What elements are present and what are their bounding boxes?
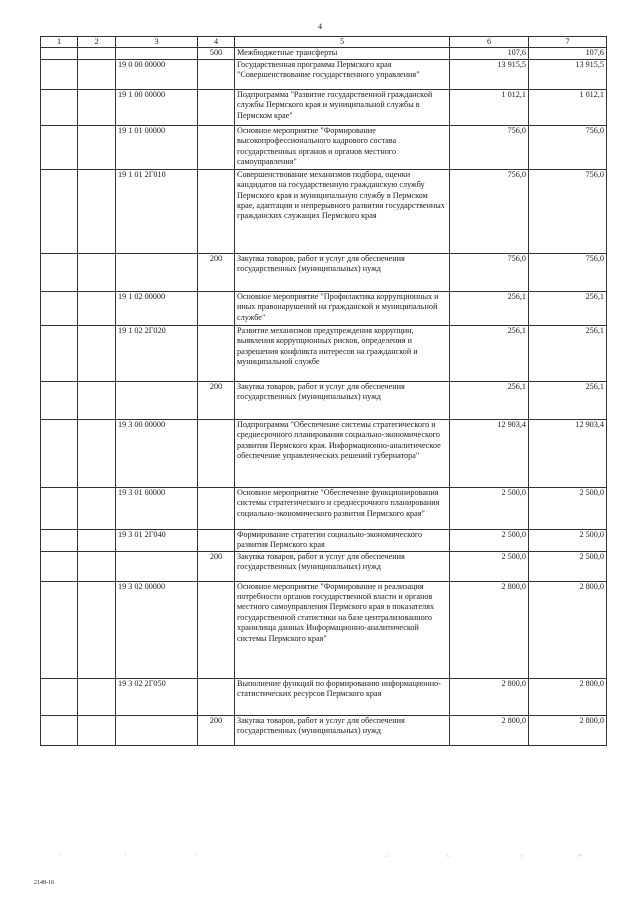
cell-col-7: 2 500,0 — [529, 487, 607, 529]
cell-col-6: 756,0 — [450, 125, 529, 169]
cell-col-4 — [198, 291, 235, 325]
cell-col-4: 200 — [198, 381, 235, 419]
cell-col-1 — [41, 253, 78, 291]
cell-col-5: Межбюджетные трансферты — [235, 48, 450, 59]
cell-col-6: 13 915,5 — [450, 59, 529, 89]
cell-col-6: 2 800,0 — [450, 678, 529, 715]
cell-col-7: 2 800,0 — [529, 715, 607, 745]
cell-col-3: 19 1 02 00000 — [116, 291, 198, 325]
cell-col-1 — [41, 419, 78, 487]
cell-col-3 — [116, 48, 198, 59]
table-row — [41, 169, 607, 253]
cell-col-6: 2 500,0 — [450, 487, 529, 529]
cell-col-7: 12 903,4 — [529, 419, 607, 487]
cell-col-6: 256,1 — [450, 381, 529, 419]
cell-col-1 — [41, 89, 78, 125]
header-col-4: 4 — [198, 37, 235, 48]
cell-col-3: 19 3 01 00000 — [116, 487, 198, 529]
cell-col-5: Подпрограмма "Развитие государственной гражданской службы Пермского края и муниципальной службы в Пермском крае" — [235, 89, 450, 125]
scan-mark: ' — [125, 855, 126, 860]
cell-col-1 — [41, 125, 78, 169]
cell-col-3: 19 1 00 00000 — [116, 89, 198, 125]
cell-col-1 — [41, 551, 78, 581]
cell-col-3: 19 1 01 2Г010 — [116, 169, 198, 253]
table-row — [41, 89, 607, 125]
cell-col-1 — [41, 291, 78, 325]
cell-col-2 — [78, 125, 116, 169]
header-col-1: 1 — [41, 37, 78, 48]
cell-col-4 — [198, 169, 235, 253]
cell-col-2 — [78, 678, 116, 715]
cell-col-7: 756,0 — [529, 125, 607, 169]
table-row — [41, 325, 607, 381]
cell-col-2 — [78, 253, 116, 291]
table-row — [41, 48, 607, 59]
cell-col-5: Основное мероприятие "Формирование высокопрофессионального кадрового состава государственных органов и органов местного самоуправления" — [235, 125, 450, 169]
cell-col-7: 256,1 — [529, 325, 607, 381]
cell-col-3: 19 3 00 00000 — [116, 419, 198, 487]
table-row — [41, 291, 607, 325]
scan-mark: ' — [60, 855, 61, 860]
cell-col-4 — [198, 581, 235, 678]
cell-col-2 — [78, 487, 116, 529]
cell-col-1 — [41, 715, 78, 745]
cell-col-2 — [78, 551, 116, 581]
cell-col-2 — [78, 381, 116, 419]
cell-col-5: Закупка товаров, работ и услуг для обеспечения государственных (муниципальных) нужд — [235, 253, 450, 291]
cell-col-6: 2 500,0 — [450, 551, 529, 581]
cell-col-7: 756,0 — [529, 169, 607, 253]
cell-col-3: 19 3 02 2Г050 — [116, 678, 198, 715]
cell-col-6: 2 500,0 — [450, 529, 529, 551]
cell-col-5: Основное мероприятие "Формирование и реализация потребности органов государственной власти и органов местного самоуправления Пермского края в показателях государственной статистики на базе централизованного хранилища данных Информационно-аналитической системы Пермского края" — [235, 581, 450, 678]
scan-mark: '·' — [520, 855, 524, 860]
cell-col-1 — [41, 487, 78, 529]
cell-col-5: Развитие механизмов предупреждения коррупции, выявления коррупционных рисков, определения и разрешения конфликта интересов на гражданской и муниципальной службе — [235, 325, 450, 381]
cell-col-7: 756,0 — [529, 253, 607, 291]
cell-col-4 — [198, 419, 235, 487]
cell-col-6: 756,0 — [450, 169, 529, 253]
cell-col-2 — [78, 325, 116, 381]
cell-col-5: Формирование стратегии социально-экономического развития Пермского края — [235, 529, 450, 551]
cell-col-4 — [198, 529, 235, 551]
scan-mark: ·''' — [577, 855, 582, 860]
scan-mark: ' — [196, 855, 197, 860]
cell-col-7: 2 800,0 — [529, 581, 607, 678]
cell-col-4: 200 — [198, 253, 235, 291]
cell-col-4 — [198, 89, 235, 125]
cell-col-5: Основное мероприятие "Профилактика коррупционных и иных правонарушений на гражданской и муниципальной службе" — [235, 291, 450, 325]
cell-col-6: 1 012,1 — [450, 89, 529, 125]
table-row — [41, 253, 607, 291]
document-code: 2148-16 — [34, 880, 54, 886]
cell-col-5: Совершенствование механизмов подбора, оценки кандидатов на государственную гражданскую службу Пермского края и муниципальную службу в Пермском крае, адаптации и непрерывного развития государственных гражданских служащих Пермского края — [235, 169, 450, 253]
cell-col-1 — [41, 325, 78, 381]
cell-col-5: Государственная программа Пермского края "Совершенствование государственного управления" — [235, 59, 450, 89]
cell-col-3 — [116, 381, 198, 419]
cell-col-2 — [78, 291, 116, 325]
cell-col-4: 500 — [198, 48, 235, 59]
table-row — [41, 487, 607, 529]
page-number: 4 — [318, 22, 322, 31]
header-col-2: 2 — [78, 37, 116, 48]
cell-col-7: 107,6 — [529, 48, 607, 59]
cell-col-1 — [41, 59, 78, 89]
cell-col-2 — [78, 715, 116, 745]
table-row — [41, 581, 607, 678]
cell-col-3 — [116, 253, 198, 291]
cell-col-6: 12 903,4 — [450, 419, 529, 487]
cell-col-4 — [198, 125, 235, 169]
cell-col-4 — [198, 678, 235, 715]
cell-col-2 — [78, 48, 116, 59]
scan-mark: ·'· — [445, 855, 450, 860]
header-col-5: 5 — [235, 37, 450, 48]
cell-col-1 — [41, 48, 78, 59]
cell-col-3: 19 1 01 00000 — [116, 125, 198, 169]
cell-col-5: Подпрограмма "Обеспечение системы стратегического и среднесрочного планирования социально-экономического развития Пермского края. Информационно-аналитическое обеспечение управленческих решений губернатора" — [235, 419, 450, 487]
cell-col-3 — [116, 715, 198, 745]
cell-col-7: 13 915,5 — [529, 59, 607, 89]
cell-col-7: 256,1 — [529, 291, 607, 325]
cell-col-5: Закупка товаров, работ и услуг для обеспечения государственных (муниципальных) нужд — [235, 715, 450, 745]
cell-col-7: 256,1 — [529, 381, 607, 419]
cell-col-3: 19 3 01 2Г040 — [116, 529, 198, 551]
cell-col-5: Закупка товаров, работ и услуг для обеспечения государственных (муниципальных) нужд — [235, 551, 450, 581]
table-row — [41, 678, 607, 715]
cell-col-2 — [78, 89, 116, 125]
cell-col-7: 1 012,1 — [529, 89, 607, 125]
header-col-6: 6 — [450, 37, 529, 48]
cell-col-2 — [78, 169, 116, 253]
cell-col-3: 19 3 02 00000 — [116, 581, 198, 678]
table-row — [41, 419, 607, 487]
cell-col-6: 256,1 — [450, 291, 529, 325]
cell-col-7: 2 500,0 — [529, 529, 607, 551]
cell-col-1 — [41, 678, 78, 715]
cell-col-6: 2 800,0 — [450, 581, 529, 678]
cell-col-1 — [41, 381, 78, 419]
cell-col-4 — [198, 487, 235, 529]
cell-col-7: 2 800,0 — [529, 678, 607, 715]
cell-col-2 — [78, 59, 116, 89]
cell-col-4 — [198, 59, 235, 89]
table-row — [41, 529, 607, 551]
cell-col-6: 107,6 — [450, 48, 529, 59]
cell-col-2 — [78, 581, 116, 678]
cell-col-2 — [78, 419, 116, 487]
cell-col-4 — [198, 325, 235, 381]
cell-col-5: Выполнение функций по формированию информационно-статистических ресурсов Пермского края — [235, 678, 450, 715]
cell-col-1 — [41, 529, 78, 551]
cell-col-4: 200 — [198, 715, 235, 745]
table-header-row — [41, 37, 607, 48]
cell-col-6: 756,0 — [450, 253, 529, 291]
cell-col-3: 19 1 02 2Г020 — [116, 325, 198, 381]
budget-table — [40, 36, 607, 746]
cell-col-5: Основное мероприятие "Обеспечение функционирования системы стратегического и среднесрочного планирования социально-экономического развития Пермского края" — [235, 487, 450, 529]
cell-col-3 — [116, 551, 198, 581]
table-row — [41, 381, 607, 419]
cell-col-1 — [41, 581, 78, 678]
table-row — [41, 551, 607, 581]
cell-col-6: 256,1 — [450, 325, 529, 381]
cell-col-7: 2 500,0 — [529, 551, 607, 581]
header-col-3: 3 — [116, 37, 198, 48]
cell-col-6: 2 800,0 — [450, 715, 529, 745]
table-body — [41, 48, 607, 745]
scan-mark: ·'· — [385, 855, 390, 860]
cell-col-5: Закупка товаров, работ и услуг для обеспечения государственных (муниципальных) нужд — [235, 381, 450, 419]
table-row — [41, 125, 607, 169]
cell-col-1 — [41, 169, 78, 253]
cell-col-3: 19 0 00 00000 — [116, 59, 198, 89]
header-col-7: 7 — [529, 37, 607, 48]
table-row — [41, 59, 607, 89]
table-row — [41, 715, 607, 745]
cell-col-2 — [78, 529, 116, 551]
cell-col-4: 200 — [198, 551, 235, 581]
